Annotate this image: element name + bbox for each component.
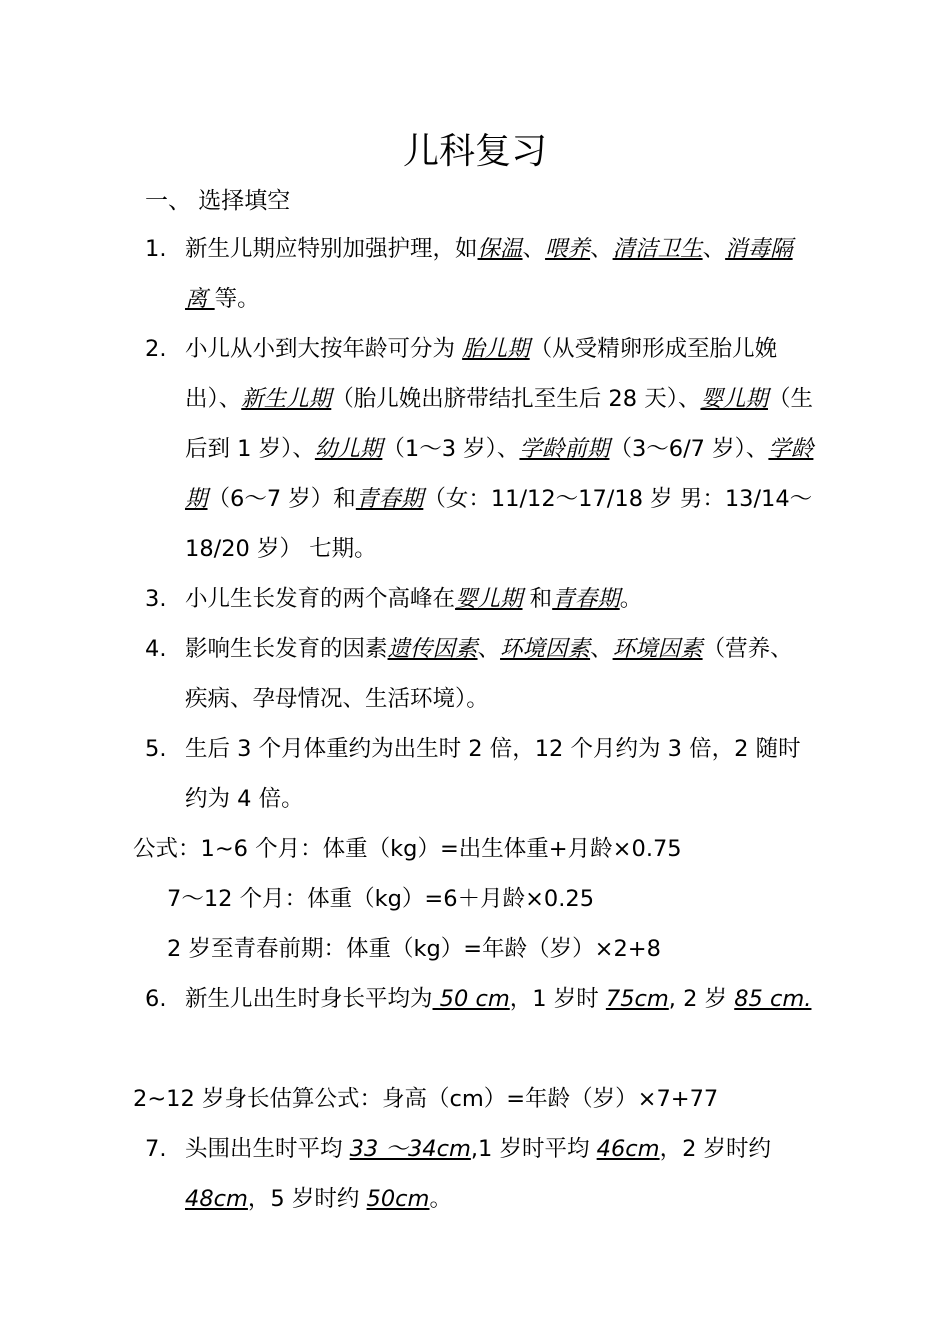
item-text: 头围出生时平均 33 ～34cm,1 岁时平均 46cm，2 岁时约 48cm，5 岁时约 50cm。 — [185, 1136, 772, 1212]
answer: 环境因素 — [612, 636, 703, 662]
list-item — [145, 1124, 815, 1224]
item-text: 生后 3 个月体重约为出生时 2 倍，12 个月约为 3 倍，2 随时约为 4 倍。 — [185, 736, 801, 812]
answer: 学龄期 — [185, 436, 814, 512]
answer: 青春期 — [355, 486, 424, 512]
list-item — [145, 324, 815, 574]
formula-line: 2~12 岁身长估算公式：身高（cm）=年龄（岁）×7+77 — [133, 1086, 719, 1112]
answer: 学龄前期 — [519, 436, 610, 462]
section-heading: 一、 选择填空 — [145, 188, 291, 214]
formula-line: 公式：1~6 个月：体重（kg）=出生体重+月龄×0.75 — [133, 836, 682, 862]
answer: 胎儿期 — [462, 336, 530, 362]
answer: 幼儿期 — [314, 436, 383, 462]
answer: 75cm — [605, 986, 669, 1012]
answer: 46cm — [596, 1136, 660, 1162]
list-item — [145, 224, 815, 324]
item-text: 新生儿期应特别加强护理，如保温、喂养、清洁卫生、消毒隔离 等。 — [185, 236, 793, 312]
list-item — [145, 974, 815, 1024]
answer: 保温 — [477, 236, 523, 262]
answer: 消毒隔离 — [185, 236, 793, 312]
item-number: 5. — [145, 736, 167, 762]
answer: 50 cm — [432, 986, 510, 1012]
answer: 婴儿期 — [455, 586, 523, 612]
list-item — [145, 624, 815, 724]
answer: 新生儿期 — [241, 386, 332, 412]
item-text: 小儿从小到大按年龄可分为 胎儿期（从受精卵形成至胎儿娩出）、新生儿期（胎儿娩出脐带结扎至生后 28 天）、婴儿期（生后到 1 岁）、幼儿期（1～3 岁）、学龄前期（3～6/7 岁）、学龄期（6～7 岁）和青春期（女：11/12～17/18 岁 男：13/14～18/20 岁） 七期。 — [185, 336, 814, 562]
list-item — [145, 724, 815, 824]
item-text: 影响生长发育的因素遗传因素、环境因素、环境因素（营养、疾病、孕母情况、生活环境）。 — [185, 636, 793, 712]
item-text: 新生儿出生时身长平均为 50 cm，1 岁时 75cm, 2 岁 85 cm. — [185, 986, 812, 1012]
list-item — [145, 574, 815, 624]
answer: 48cm — [185, 1186, 248, 1212]
formula-line: 7～12 个月：体重（kg）=6＋月龄×0.25 — [167, 886, 595, 912]
answer: 50cm — [366, 1186, 430, 1212]
answer: 环境因素 — [500, 636, 591, 662]
answer: 33 ～34cm — [349, 1136, 471, 1162]
item-number: 4. — [145, 636, 167, 662]
item-number: 1. — [145, 236, 167, 262]
item-number: 2. — [145, 336, 167, 362]
answer: 婴儿期 — [700, 386, 768, 412]
answer: 遗传因素 — [387, 636, 478, 662]
item-number: 6. — [145, 986, 167, 1012]
item-text: 小儿生长发育的两个高峰在婴儿期 和青春期。 — [185, 586, 643, 612]
answer: 85 cm. — [734, 986, 812, 1012]
answer: 喂养 — [545, 236, 591, 262]
formula-line: 2 岁至青春前期：体重（kg）=年龄（岁）×2+8 — [167, 936, 661, 962]
page-title: 儿科复习 — [402, 131, 547, 172]
item-number: 7. — [145, 1136, 167, 1162]
item-number: 3. — [145, 586, 167, 612]
answer: 青春期 — [552, 586, 620, 612]
answer: 清洁卫生 — [612, 236, 703, 262]
